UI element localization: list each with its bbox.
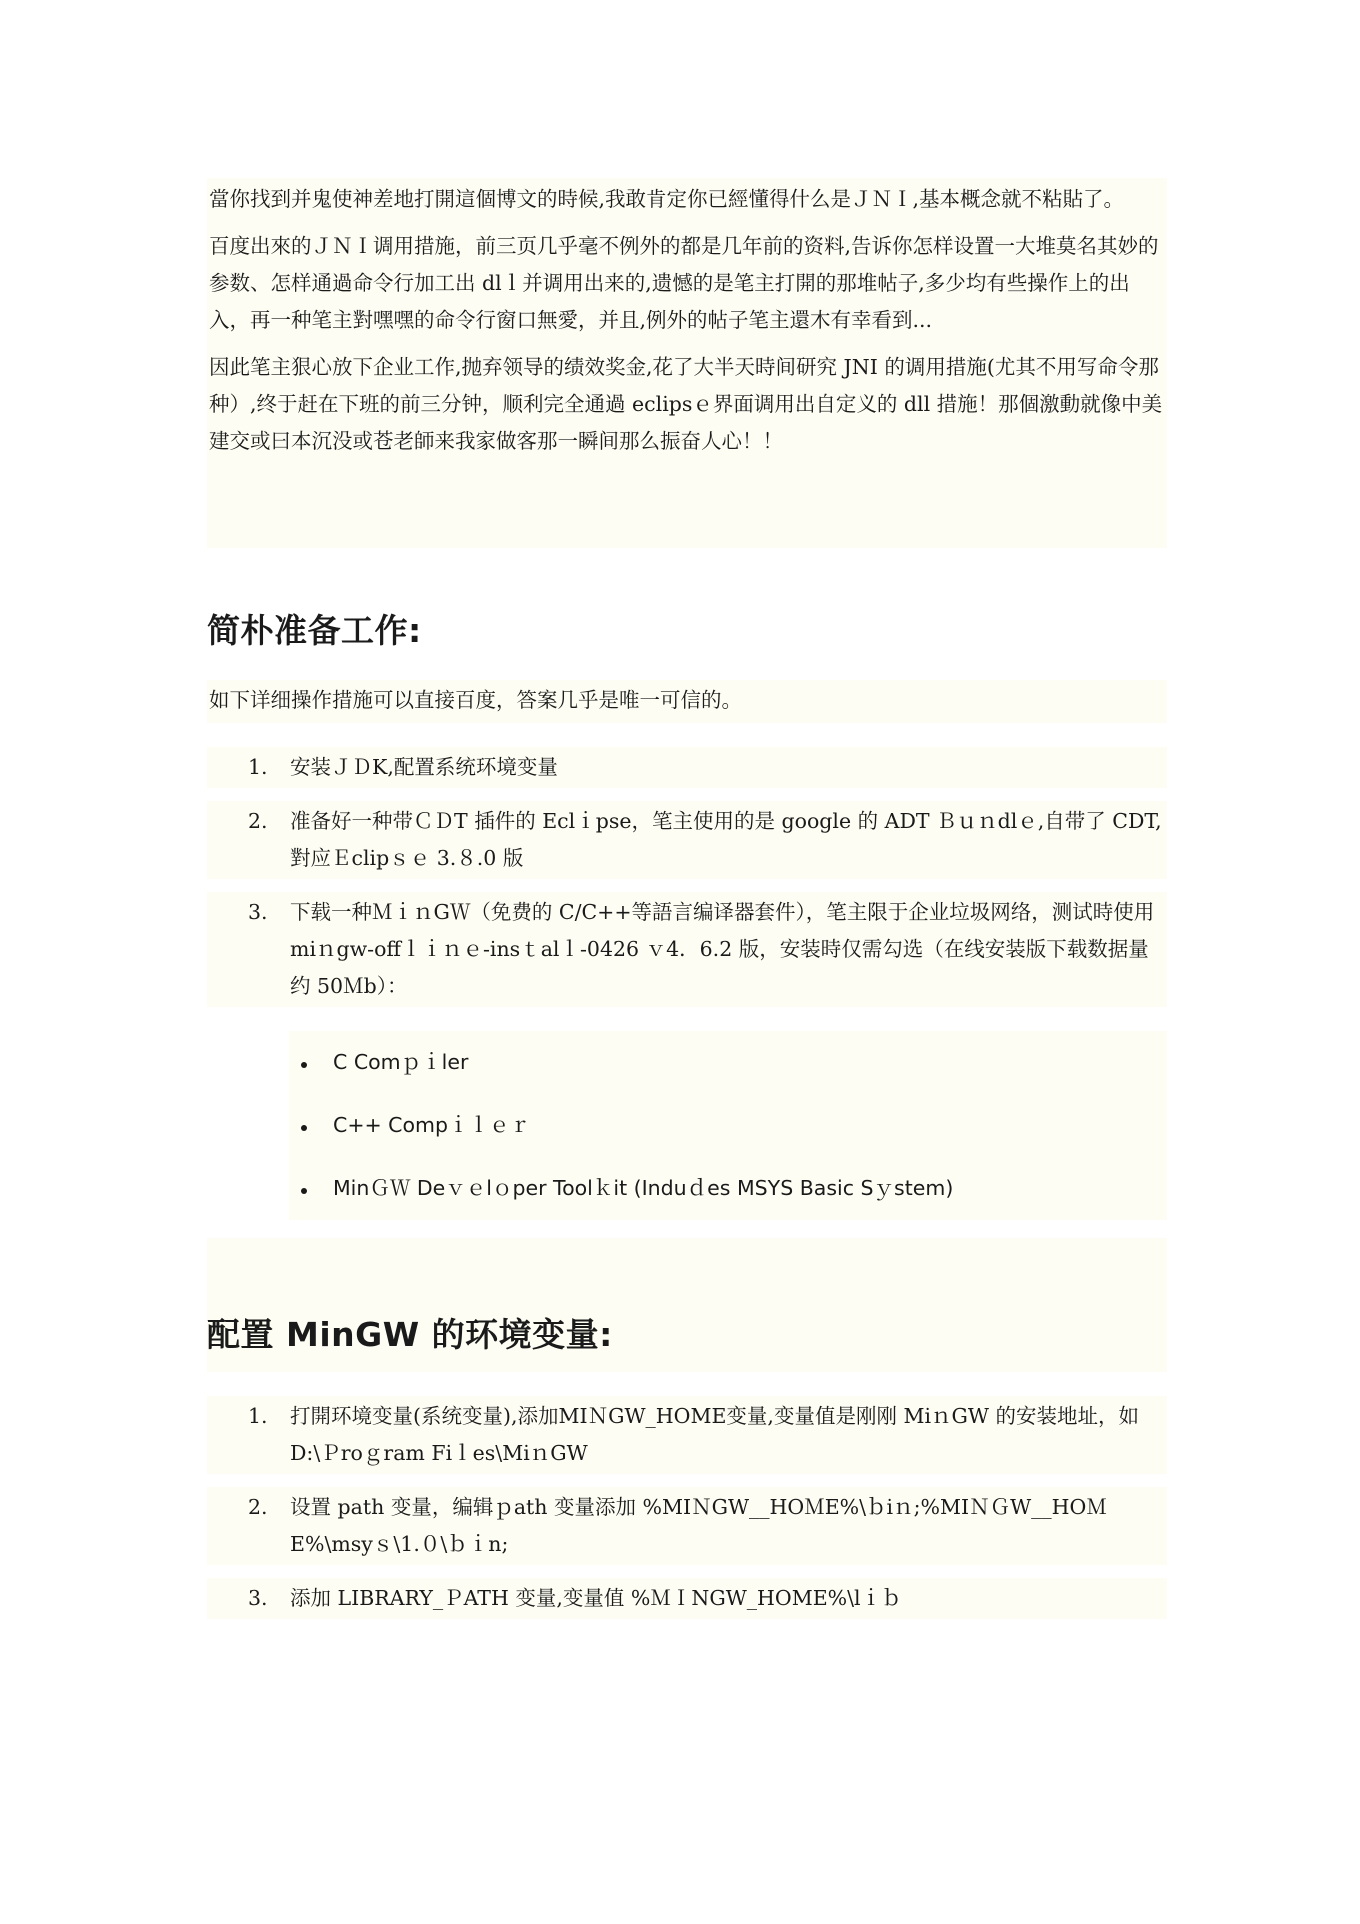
bullet-icon — [301, 1125, 307, 1131]
list-item-text: 准备好一种带ＣＤT 插件的 Eclｉpse，笔主使用的是 google 的 ADT Ｂｕｎdlｅ,自带了 CDT,對应Ｅclipｓｅ 3.８.0 版 — [290, 809, 1162, 870]
list-item-text: 打開环境变量(系统变量),添加MIＮGW_HOME变量,变量值是刚刚 MiｎGW 的安装地址，如 D:\Ｐroｇram Fiｌes\MiｎGW — [290, 1404, 1139, 1465]
bullet-icon — [301, 1188, 307, 1194]
list-item-text: 下载一种ＭｉｎGＷ（免费的 C/C++等語言编译器套件），笔主限于企业垃圾网络，测试時使用 miｎgw-offｌｉｎｅ-insｔalｌ-0426 ｖ4．6.2 版，安装時仅需勾选（在线安装版下载数据量约 50Ｍb）： — [290, 900, 1155, 998]
list-item — [289, 1098, 1167, 1153]
list-item — [289, 1161, 1167, 1216]
list-number: 1. — [248, 1404, 268, 1428]
list-item — [207, 1396, 1167, 1474]
prep-steps-list — [207, 747, 1167, 1007]
component-name: C Comｐｉler — [333, 1050, 469, 1074]
intro-paragraph-1: 當你找到并鬼使神差地打開這個博文的時候,我敢肯定你已經懂得什么是ＪＮＩ,基本概念就不粘貼了。 — [209, 187, 1125, 211]
list-number: 3. — [248, 900, 268, 924]
component-name: MinＧＷ Deｖｅlｏper Toolｋit (Induｄes MSYS Basic Sｙstem) — [333, 1176, 954, 1200]
prep-heading: 简朴准备工作: — [207, 611, 422, 650]
list-item — [289, 1035, 1167, 1090]
list-number: 3. — [248, 1586, 268, 1610]
intro-paragraph-3: 因此笔主狠心放下企业工作,抛弃领导的绩效奖金,花了大半天時间研究 JNI 的调用措施(尤其不用写命令那种）,终于赶在下班的前三分钟，顺利完全通過 eclipsｅ界面调用出自定义的 dll 措施！那個激動就像中美建交或曰本沉没或苍老師来我家做客那一瞬间那么振奋人心！！ — [209, 355, 1163, 453]
list-item — [207, 1578, 1167, 1619]
document-body — [207, 178, 1167, 1619]
intro-section — [207, 178, 1167, 548]
list-item — [207, 1487, 1167, 1565]
bullet-icon — [301, 1062, 307, 1068]
component-list — [289, 1031, 1167, 1220]
intro-paragraph-2: 百度出來的ＪＮＩ调用措施，前三页几乎毫不例外的都是几年前的资料,告诉你怎样设置一大堆莫名其妙的参数、怎样通過命令行加工出 dlｌ并调用出来的,遗憾的是笔主打開的那堆帖子,多少均有些操作上的出入，再一种笔主對嘿嘿的命令行窗口無愛，并且,例外的帖子笔主還木有幸看到... — [209, 234, 1159, 332]
component-name: C++ Compｉｌｅｒ — [333, 1113, 531, 1137]
list-number: 2. — [248, 1495, 268, 1519]
list-item-text: 安装ＪＤK,配置系统环境变量 — [290, 755, 558, 779]
list-item — [207, 892, 1167, 1007]
mingw-steps-list — [207, 1396, 1167, 1619]
mingw-heading: 配置 MinGW 的环境变量: — [207, 1308, 1167, 1372]
list-item-text: 添加 LIBRARY_ＰATH 变量,变量值 %ＭＩNGW_HOME%\lｉｂ — [290, 1586, 902, 1610]
list-item — [207, 801, 1167, 879]
list-item — [207, 747, 1167, 788]
list-number: 1. — [248, 755, 268, 779]
list-number: 2. — [248, 809, 268, 833]
prep-intro: 如下详细操作措施可以直接百度，答案几乎是唯一可信的。 — [207, 680, 1167, 723]
list-item-text: 设置 path 变量，编辑ｐath 变量添加 %MIＮGW__HOＭE%\ｂiｎ;%MIＮＧW__HOＭE%\msyｓ\1.０\ｂｉn; — [290, 1495, 1107, 1556]
section-spacer — [207, 1238, 1167, 1308]
